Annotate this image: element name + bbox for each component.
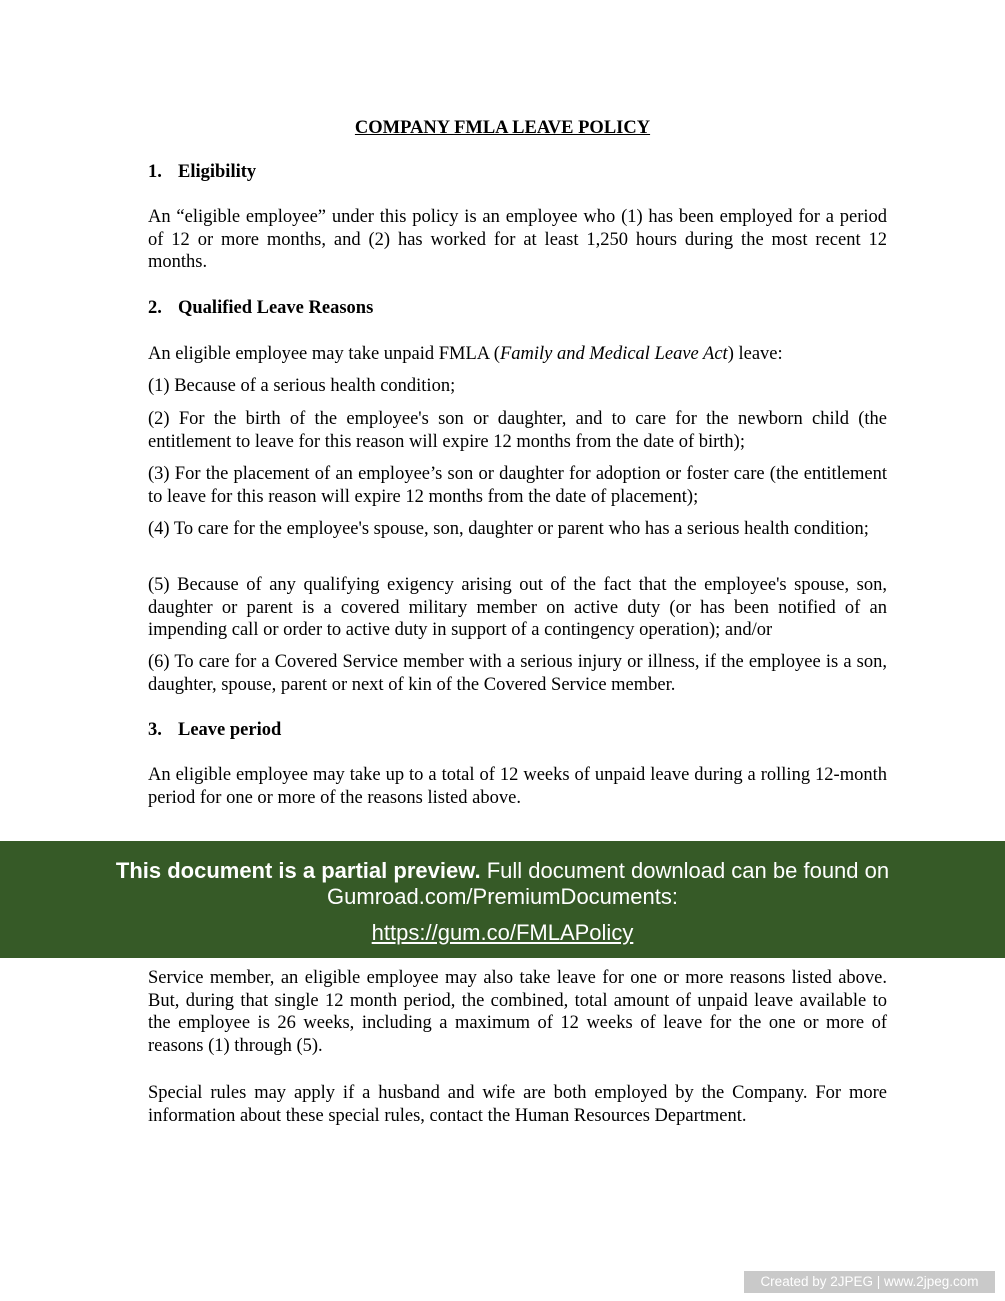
leave-period-paragraph: An eligible employee may take up to a total of 12 weeks of unpaid leave during a rolling 12-month period for one or more of the reasons listed above. <box>148 765 887 808</box>
special-rules-paragraph: Special rules may apply if a husband and wife are both employed by the Company. For more information about these special rules, contact the Human Resources Department. <box>148 1083 887 1126</box>
reason-item-6: (6) To care for a Covered Service member with a serious injury or illness, if the employee is a son, daughter, spouse, parent or next of kin of the Covered Service member. <box>148 652 887 695</box>
section-heading-eligibility: 1. Eligibility <box>148 162 257 182</box>
section-heading-qualified-reasons: 2. Qualified Leave Reasons <box>148 298 374 318</box>
reasons-intro: An eligible employee may take unpaid FMLA (Family and Medical Leave Act) leave: <box>148 344 783 364</box>
document-title: COMPANY FMLA LEAVE POLICY <box>354 118 651 138</box>
leave-period-covered-service-paragraph: Service member, an eligible employee may also take leave for one or more reasons listed above. But, during that single 12 month period, the combined, total amount of unpaid leave available to the employee is 26 weeks, including a maximum of 12 weeks of leave for the one or more of reasons (1) through (5). <box>148 968 887 1057</box>
preview-banner <box>0 841 1005 958</box>
section-heading-leave-period: 3. Leave period <box>148 720 282 740</box>
reason-item-1: (1) Because of a serious health condition; <box>148 376 456 396</box>
download-link[interactable]: https://gum.co/FMLAPolicy <box>371 920 634 945</box>
eligibility-paragraph: An “eligible employee” under this policy is an employee who (1) has been employed for a period of 12 or more months, and (2) has worked for at least 1,250 hours during the most recent 12 months. <box>148 207 887 273</box>
reason-item-2: (2) For the birth of the employee's son or daughter, and to care for the newborn child (the entitlement to leave for this reason will expire 12 months from the date of birth); <box>148 409 887 452</box>
preview-banner-message: This document is a partial preview. Full document download can be found on Gumroad.com/PremiumDocuments: <box>115 858 890 909</box>
watermark: Created by 2JPEG | www.2jpeg.com <box>744 1271 995 1293</box>
reason-item-3: (3) For the placement of an employee’s son or daughter for adoption or foster care (the entitlement to leave for this reason will expire 12 months from the date of placement); <box>148 464 887 507</box>
reason-item-5: (5) Because of any qualifying exigency arising out of the fact that the employee's spouse, son, daughter or parent is a covered military member on active duty (or has been notified of an impending call or order to active duty in support of a contingency operation); and/or <box>148 575 887 641</box>
reason-item-4: (4) To care for the employee's spouse, son, daughter or parent who has a serious health condition; <box>148 519 869 539</box>
